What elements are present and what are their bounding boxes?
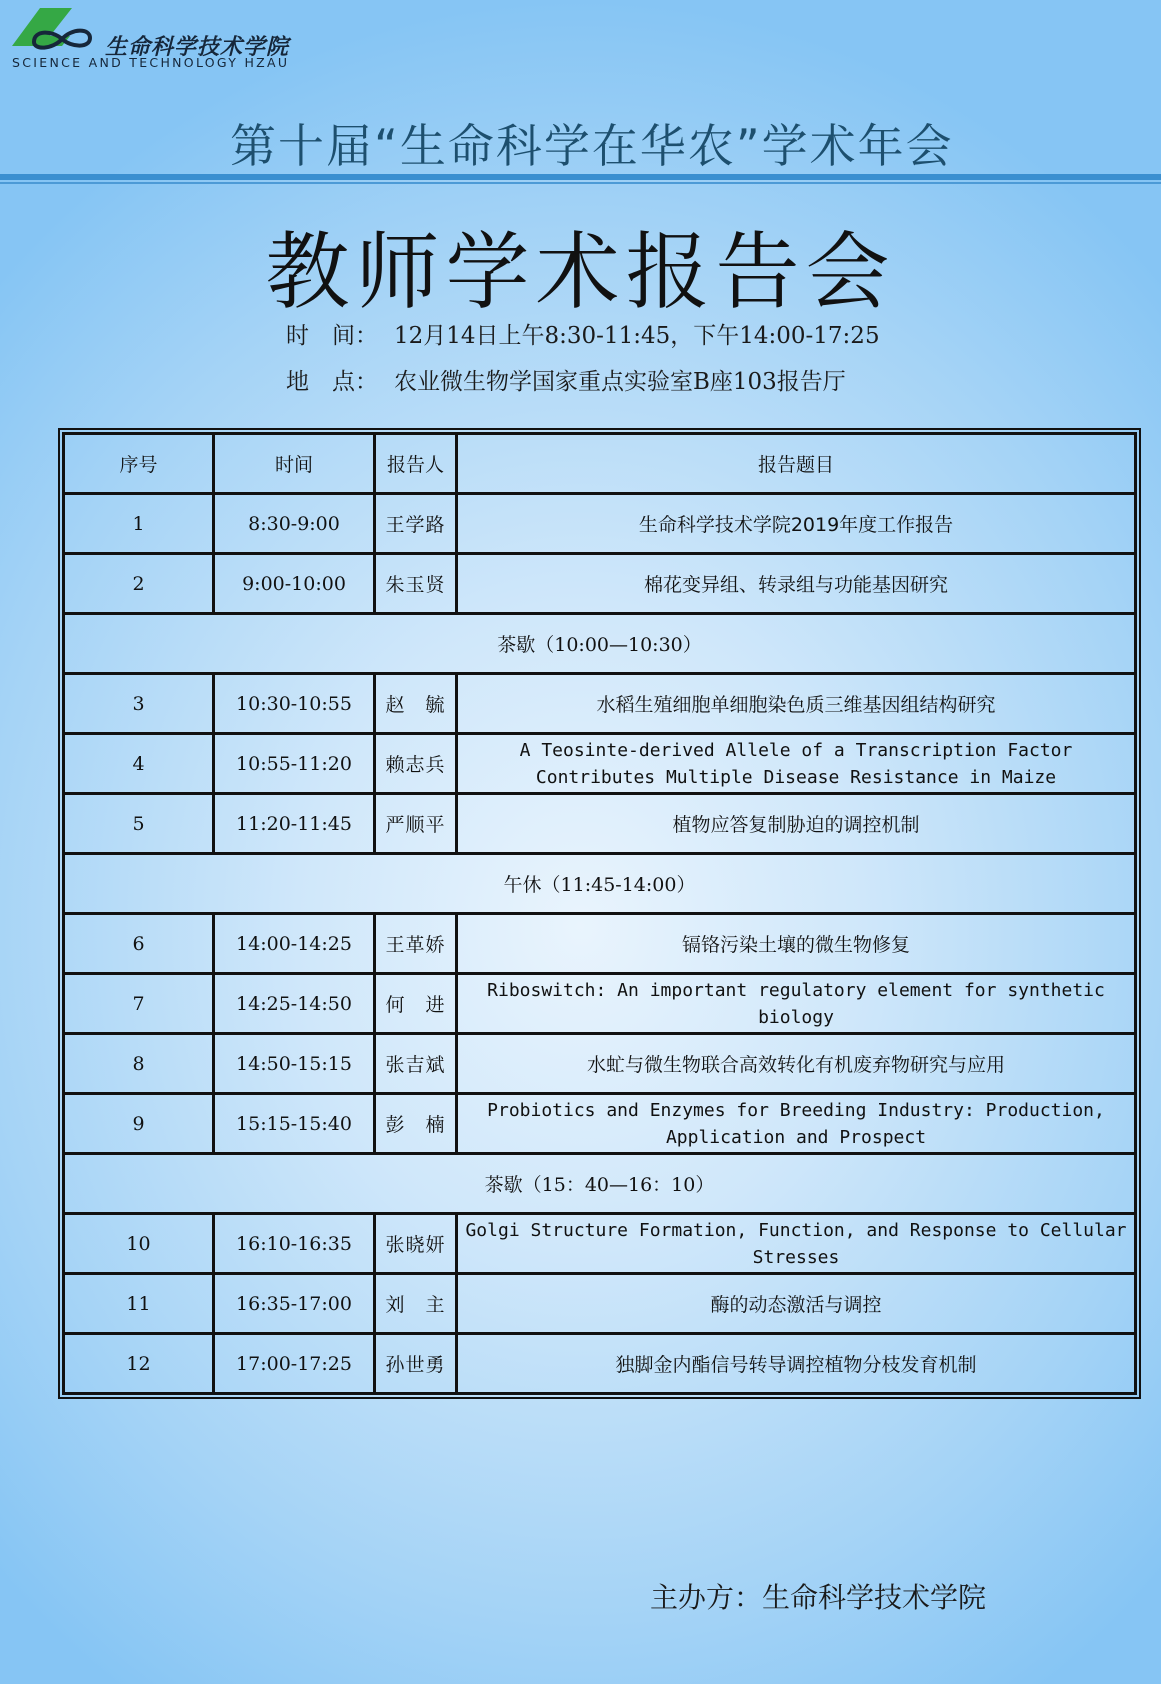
talk-speaker: 王学路: [375, 494, 457, 554]
talk-speaker: 朱玉贤: [375, 554, 457, 614]
talk-number: 7: [64, 974, 214, 1034]
logo-english-text: SCIENCE AND TECHNOLOGY HZAU: [12, 55, 290, 70]
break-label: 茶歇（15：40—16：10）: [64, 1154, 1136, 1214]
talk-title: 独脚金内酯信号转导调控植物分枝发育机制: [457, 1334, 1136, 1394]
talk-time: 15:15-15:40: [214, 1094, 375, 1154]
talk-time: 14:25-14:50: [214, 974, 375, 1034]
logo-chinese-text: 生命科学技术学院: [105, 35, 290, 60]
talk-title: 酶的动态激活与调控: [457, 1274, 1136, 1334]
talk-title: Riboswitch: An important regulatory element for synthetic biology: [457, 974, 1136, 1034]
talk-number: 3: [64, 674, 214, 734]
talk-speaker: 赖志兵: [375, 734, 457, 794]
table-row: [64, 1334, 1136, 1394]
talk-time: 8:30-9:00: [214, 494, 375, 554]
time-label: 时 间：: [286, 323, 378, 349]
talk-title: 水稻生殖细胞单细胞染色质三维基因组结构研究: [457, 674, 1136, 734]
header-time: 时间: [214, 434, 375, 494]
break-row: [64, 854, 1136, 914]
talk-number: 1: [64, 494, 214, 554]
header-divider: [0, 174, 1161, 180]
talk-number: 6: [64, 914, 214, 974]
talk-speaker: 严顺平: [375, 794, 457, 854]
talk-speaker: 彭 楠: [375, 1094, 457, 1154]
talk-speaker: 张晓妍: [375, 1214, 457, 1274]
talk-speaker: 何 进: [375, 974, 457, 1034]
schedule-body: [64, 494, 1136, 1394]
break-row: [64, 1154, 1136, 1214]
talk-title: 镉铬污染土壤的微生物修复: [457, 914, 1136, 974]
talk-title: 生命科学技术学院2019年度工作报告: [457, 494, 1136, 554]
organizer: 主办方：生命科学技术学院: [650, 1581, 987, 1614]
break-label: 午休（11:45-14:00）: [64, 854, 1136, 914]
college-logo: [10, 6, 350, 72]
table-row: [64, 1274, 1136, 1334]
table-row: [64, 734, 1136, 794]
talk-number: 2: [64, 554, 214, 614]
header-topic: 报告题目: [457, 434, 1136, 494]
event-time: [286, 317, 880, 350]
header-divider-thin: [0, 182, 1161, 184]
talk-time: 10:30-10:55: [214, 674, 375, 734]
table-row: [64, 674, 1136, 734]
header-speaker: 报告人: [375, 434, 457, 494]
talk-time: 11:20-11:45: [214, 794, 375, 854]
talk-title: 植物应答复制胁迫的调控机制: [457, 794, 1136, 854]
table-row: [64, 1214, 1136, 1274]
time-value: 12月14日上午8:30-11:45，下午14:00-17:25: [394, 323, 880, 349]
table-row: [64, 914, 1136, 974]
talk-number: 11: [64, 1274, 214, 1334]
talk-number: 5: [64, 794, 214, 854]
talk-title: 水虻与微生物联合高效转化有机废弃物研究与应用: [457, 1034, 1136, 1094]
table-header-row: [64, 434, 1136, 494]
place-value: 农业微生物学国家重点实验室B座103报告厅: [394, 369, 846, 395]
talk-title: Golgi Structure Formation, Function, and Response to Cellular Stresses: [457, 1214, 1136, 1274]
talk-time: 14:00-14:25: [214, 914, 375, 974]
talk-speaker: 王革娇: [375, 914, 457, 974]
table-row: [64, 974, 1136, 1034]
talk-speaker: 刘 主: [375, 1274, 457, 1334]
talk-number: 4: [64, 734, 214, 794]
schedule-table: [58, 428, 1141, 1399]
talk-speaker: 张吉斌: [375, 1034, 457, 1094]
break-label: 茶歇（10:00—10:30）: [64, 614, 1136, 674]
talk-speaker: 赵 毓: [375, 674, 457, 734]
conference-title: 第十届“生命科学在华农”学术年会: [230, 119, 954, 173]
event-place: [286, 363, 846, 396]
talk-time: 16:10-16:35: [214, 1214, 375, 1274]
table-row: [64, 1094, 1136, 1154]
talk-number: 8: [64, 1034, 214, 1094]
talk-time: 9:00-10:00: [214, 554, 375, 614]
table-row: [64, 554, 1136, 614]
talk-time: 10:55-11:20: [214, 734, 375, 794]
table-row: [64, 494, 1136, 554]
talk-number: 12: [64, 1334, 214, 1394]
talk-title: A Teosinte-derived Allele of a Transcription Factor Contributes Multiple Disease Resistance in Maize: [457, 734, 1136, 794]
break-row: [64, 614, 1136, 674]
talk-speaker: 孙世勇: [375, 1334, 457, 1394]
talk-number: 9: [64, 1094, 214, 1154]
infinity-leaf-icon: [10, 6, 110, 56]
talk-time: 17:00-17:25: [214, 1334, 375, 1394]
page-title: 教师学术报告会: [265, 223, 896, 321]
talk-time: 16:35-17:00: [214, 1274, 375, 1334]
talk-time: 14:50-15:15: [214, 1034, 375, 1094]
table-row: [64, 1034, 1136, 1094]
table-row: [64, 794, 1136, 854]
talk-title: 棉花变异组、转录组与功能基因研究: [457, 554, 1136, 614]
place-label: 地 点：: [286, 369, 378, 395]
talk-number: 10: [64, 1214, 214, 1274]
talk-title: Probiotics and Enzymes for Breeding Industry: Production, Application and Prospect: [457, 1094, 1136, 1154]
header-number: 序号: [64, 434, 214, 494]
